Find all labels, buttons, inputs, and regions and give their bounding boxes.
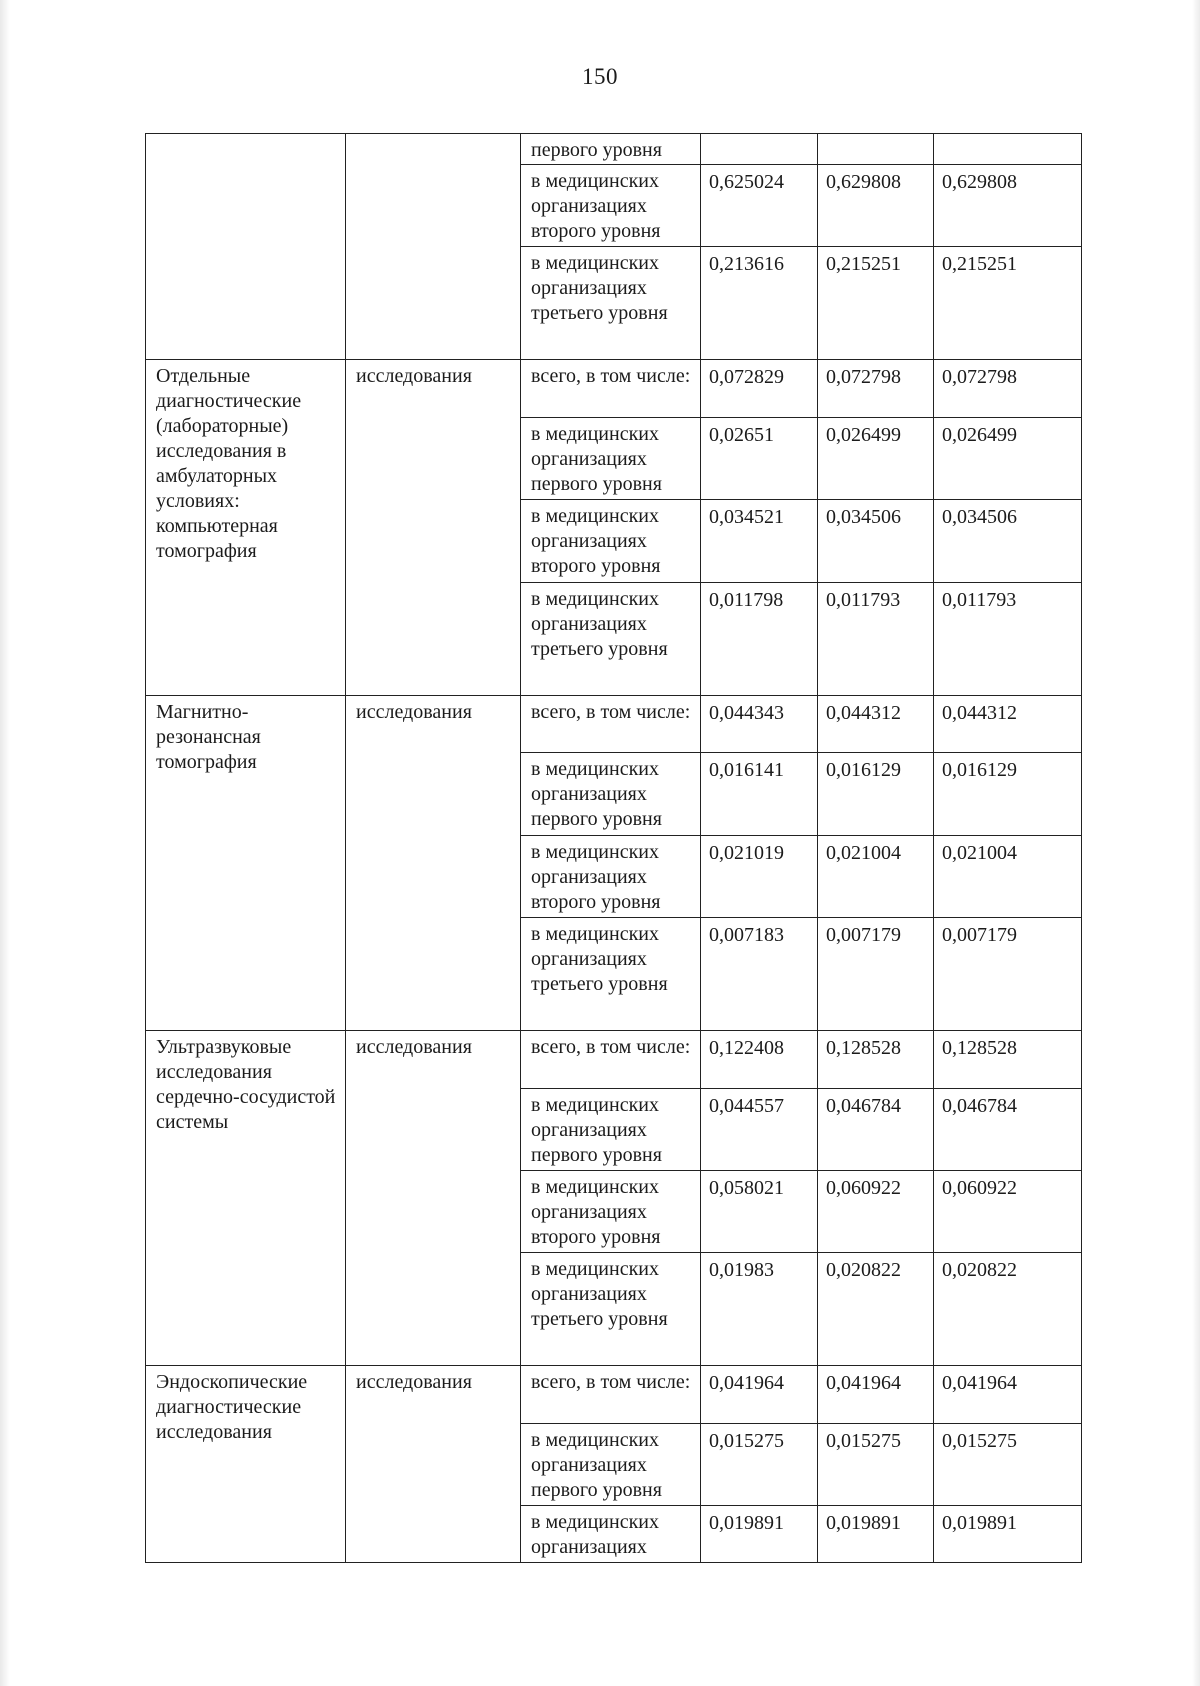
- value-cell-col2: 0,128528: [818, 1031, 934, 1089]
- value-cell-col2: 0,060922: [818, 1170, 934, 1252]
- value-cell-col2: [818, 134, 934, 165]
- page-number: 150: [582, 64, 618, 89]
- value-cell-col1: 0,034521: [701, 500, 818, 582]
- value-cell-col3: 0,128528: [934, 1031, 1082, 1089]
- value-cell-col1: 0,625024: [701, 164, 818, 246]
- level-cell: в медицинских организациях: [521, 1506, 701, 1563]
- value-cell-col1: 0,02651: [701, 417, 818, 499]
- value-cell-col3: 0,007179: [934, 917, 1082, 1030]
- value-cell-col3: 0,021004: [934, 835, 1082, 917]
- value-cell-col2: 0,046784: [818, 1088, 934, 1170]
- row-header-cell: Магнитно-резонансная томография: [146, 695, 346, 1030]
- unit-cell: [346, 134, 521, 360]
- level-cell: в медицинских организациях первого уровня: [521, 753, 701, 835]
- value-cell-col2: 0,215251: [818, 247, 934, 360]
- value-cell-col2: 0,015275: [818, 1424, 934, 1506]
- value-cell-col1: [701, 134, 818, 165]
- value-cell-col2: 0,021004: [818, 835, 934, 917]
- value-cell-col2: 0,020822: [818, 1253, 934, 1366]
- value-cell-col1: 0,072829: [701, 360, 818, 418]
- level-cell: в медицинских организациях первого уровня: [521, 417, 701, 499]
- table-row: [146, 695, 1082, 753]
- value-cell-col1: 0,019891: [701, 1506, 818, 1563]
- unit-cell: исследования: [346, 1366, 521, 1563]
- level-cell: в медицинских организациях третьего уровня: [521, 247, 701, 360]
- unit-cell: исследования: [346, 1031, 521, 1366]
- value-cell-col3: 0,629808: [934, 164, 1082, 246]
- value-cell-col3: [934, 134, 1082, 165]
- value-cell-col2: 0,072798: [818, 360, 934, 418]
- table-body: [146, 134, 1082, 1563]
- value-cell-col2: 0,629808: [818, 164, 934, 246]
- value-cell-col2: 0,026499: [818, 417, 934, 499]
- value-cell-col3: 0,072798: [934, 360, 1082, 418]
- value-cell-col1: 0,015275: [701, 1424, 818, 1506]
- level-cell: в медицинских организациях второго уровня: [521, 164, 701, 246]
- scan-edge-left: [0, 0, 10, 1686]
- level-cell: первого уровня: [521, 134, 701, 165]
- value-cell-col3: 0,215251: [934, 247, 1082, 360]
- data-table: [145, 133, 1082, 1563]
- level-cell: всего, в том числе:: [521, 360, 701, 418]
- value-cell-col3: 0,046784: [934, 1088, 1082, 1170]
- value-cell-col2: 0,041964: [818, 1366, 934, 1424]
- row-header-cell: Ультразвуковые исследования сердечно-сосудистой системы: [146, 1031, 346, 1366]
- value-cell-col2: 0,016129: [818, 753, 934, 835]
- row-header-cell: Отдельные диагностические (лабораторные) исследования в амбулаторных условиях: компьютерная томография: [146, 360, 346, 695]
- table-row: [146, 1366, 1082, 1424]
- level-cell: в медицинских организациях первого уровня: [521, 1424, 701, 1506]
- value-cell-col1: 0,058021: [701, 1170, 818, 1252]
- level-cell: всего, в том числе:: [521, 695, 701, 753]
- value-cell-col3: 0,016129: [934, 753, 1082, 835]
- row-header-cell: Эндоскопические диагностические исследования: [146, 1366, 346, 1563]
- value-cell-col3: 0,026499: [934, 417, 1082, 499]
- value-cell-col3: 0,034506: [934, 500, 1082, 582]
- value-cell-col1: 0,213616: [701, 247, 818, 360]
- level-cell: в медицинских организациях второго уровня: [521, 835, 701, 917]
- level-cell: в медицинских организациях второго уровня: [521, 500, 701, 582]
- row-header-cell: [146, 134, 346, 360]
- value-cell-col2: 0,044312: [818, 695, 934, 753]
- table-row: [146, 360, 1082, 418]
- scan-edge-right: [1192, 0, 1200, 1686]
- value-cell-col1: 0,021019: [701, 835, 818, 917]
- value-cell-col1: 0,044343: [701, 695, 818, 753]
- unit-cell: исследования: [346, 360, 521, 695]
- value-cell-col3: 0,041964: [934, 1366, 1082, 1424]
- table-row: [146, 134, 1082, 165]
- value-cell-col2: 0,034506: [818, 500, 934, 582]
- table-row: [146, 1031, 1082, 1089]
- value-cell-col1: 0,011798: [701, 582, 818, 695]
- value-cell-col1: 0,01983: [701, 1253, 818, 1366]
- value-cell-col1: 0,044557: [701, 1088, 818, 1170]
- level-cell: в медицинских организациях третьего уровня: [521, 582, 701, 695]
- unit-cell: исследования: [346, 695, 521, 1030]
- value-cell-col1: 0,041964: [701, 1366, 818, 1424]
- value-cell-col2: 0,011793: [818, 582, 934, 695]
- level-cell: в медицинских организациях второго уровня: [521, 1170, 701, 1252]
- level-cell: всего, в том числе:: [521, 1366, 701, 1424]
- value-cell-col3: 0,011793: [934, 582, 1082, 695]
- value-cell-col2: 0,019891: [818, 1506, 934, 1563]
- value-cell-col3: 0,020822: [934, 1253, 1082, 1366]
- level-cell: в медицинских организациях третьего уровня: [521, 917, 701, 1030]
- value-cell-col3: 0,015275: [934, 1424, 1082, 1506]
- value-cell-col2: 0,007179: [818, 917, 934, 1030]
- level-cell: в медицинских организациях третьего уровня: [521, 1253, 701, 1366]
- value-cell-col3: 0,019891: [934, 1506, 1082, 1563]
- value-cell-col1: 0,122408: [701, 1031, 818, 1089]
- value-cell-col1: 0,007183: [701, 917, 818, 1030]
- value-cell-col1: 0,016141: [701, 753, 818, 835]
- level-cell: всего, в том числе:: [521, 1031, 701, 1089]
- level-cell: в медицинских организациях первого уровня: [521, 1088, 701, 1170]
- value-cell-col3: 0,044312: [934, 695, 1082, 753]
- value-cell-col3: 0,060922: [934, 1170, 1082, 1252]
